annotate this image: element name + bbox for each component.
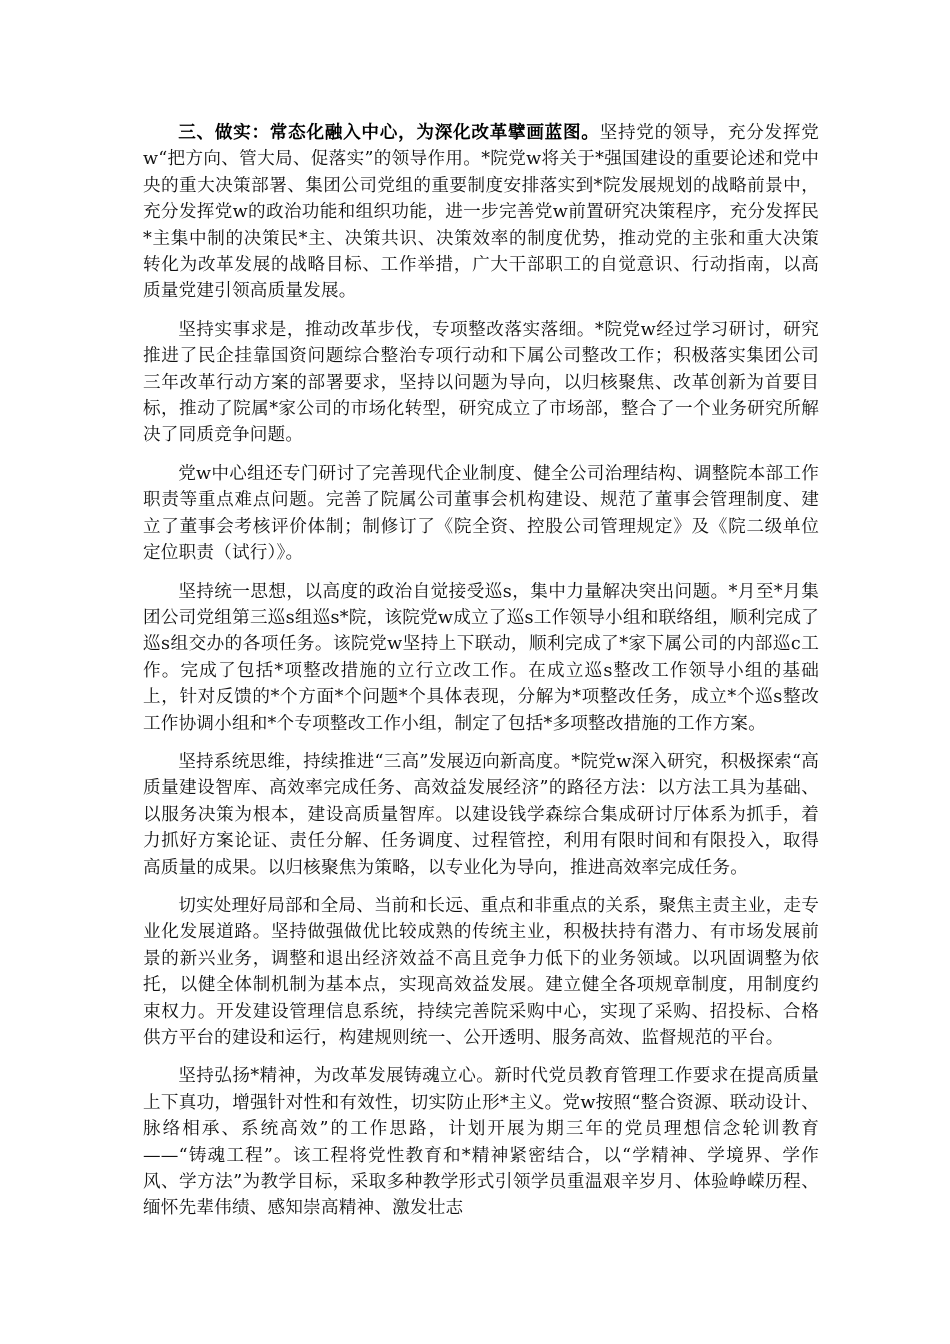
paragraph-text: 坚持弘扬*精神，为改革发展铸魂立心。新时代党员教育管理工作要求在提高质量上下真功，增强针对性和有效性，切实防止形*主义。党w按照“整合资源、联动设计、脉络相承、系统高效”的工作思路，计划开展为期三年的党员理想信念轮训教育——“铸魂工程”。该工程将党性教育和*精神紧密结合，以“学精神、学境界、学作风、学方法”为教学目标，采取多种教学形式引领学员重温艰辛岁月、体验峥嵘历程、缅怀先辈伟绩、感知崇高精神、激发壮志: [143, 1066, 819, 1219]
section-heading: 三、做实：常态化融入中心，为深化改革擘画蓝图。: [178, 122, 600, 143]
paragraph-text: 坚持实事求是，推动改革步伐，专项整改落实落细。*院党w经过学习研讨，研究推进了民企挂靠国资问题综合整治专项行动和下属公司整改工作；积极落实集团公司三年改革行动方案的部署要求，坚持以问题为导向，以归核聚焦、改革创新为首要目标，推动了院属*家公司的市场化转型，研究成立了市场部，整合了一个业务研究所解决了同质竞争问题。: [143, 319, 819, 446]
paragraph-6: [143, 893, 819, 1051]
paragraph-text: 切实处理好局部和全局、当前和长远、重点和非重点的关系，聚焦主责主业，走专业化发展道路。坚持做强做优比较成熟的传统主业，积极扶持有潜力、有市场发展前景的新兴业务，调整和退出经济效益不高且竞争力低下的业务领域。以巩固调整为依托，以健全体制机制为基本点，实现高效益发展。建立健全各项规章制度，用制度约束权力。开发建设管理信息系统，持续完善院采购中心，实现了采购、招投标、合格供方平台的建设和运行，构建规则统一、公开透明、服务高效、监督规范的平台。: [143, 895, 819, 1048]
paragraph-7: [143, 1063, 819, 1221]
paragraph-1: [143, 120, 819, 305]
paragraph-5: [143, 749, 819, 881]
document-page: [143, 120, 819, 1234]
paragraph-text: 党w中心组还专门研讨了完善现代企业制度、健全公司治理结构、调整院本部工作职责等重点难点问题。完善了院属公司董事会机构建设、规范了董事会管理制度、建立了董事会考核评价体制；制修订了《院全资、控股公司管理规定》及《院二级单位定位职责（试行）》。: [143, 463, 819, 564]
paragraph-2: [143, 317, 819, 449]
paragraph-3: [143, 461, 819, 567]
paragraph-text: 坚持统一思想，以高度的政治自觉接受巡s，集中力量解决突出问题。*月至*月集团公司党组第三巡s组巡s*院，该院党w成立了巡s工作领导小组和联络组，顺利完成了巡s组交办的各项任务。该院党w坚持上下联动，顺利完成了*家下属公司的内部巡c工作。完成了包括*项整改措施的立行立改工作。在成立巡s整改工作领导小组的基础上，针对反馈的*个方面*个问题*个具体表现，分解为*项整改任务，成立*个巡s整改工作协调小组和*个专项整改工作小组，制定了包括*多项整改措施的工作方案。: [143, 581, 819, 734]
paragraph-4: [143, 579, 819, 737]
paragraph-text: 坚持系统思维，持续推进“三高”发展迈向新高度。*院党w深入研究，积极探索“高质量建设智库、高效率完成任务、高效益发展经济”的路径方法：以方法工具为基础、以服务决策为根本，建设高质量智库。以建设钱学森综合集成研讨厅体系为抓手，着力抓好方案论证、责任分解、任务调度、过程管控，利用有限时间和有限投入，取得高质量的成果。以归核聚焦为策略，以专业化为导向，推进高效率完成任务。: [143, 751, 819, 878]
paragraph-text: 坚持党的领导，充分发挥党w“把方向、管大局、促落实”的领导作用。*院党w将关于*强国建设的重要论述和党中央的重大决策部署、集团公司党组的重要制度安排落实到*院发展规划的战略前景中，充分发挥党w的政治功能和组织功能，进一步完善党w前置研究决策程序，充分发挥民*主集中制的决策民*主、决策共识、决策效率的制度优势，推动党的主张和重大决策转化为改革发展的战略目标、工作举措，广大干部职工的自觉意识、行动指南，以高质量党建引领高质量发展。: [143, 123, 819, 302]
